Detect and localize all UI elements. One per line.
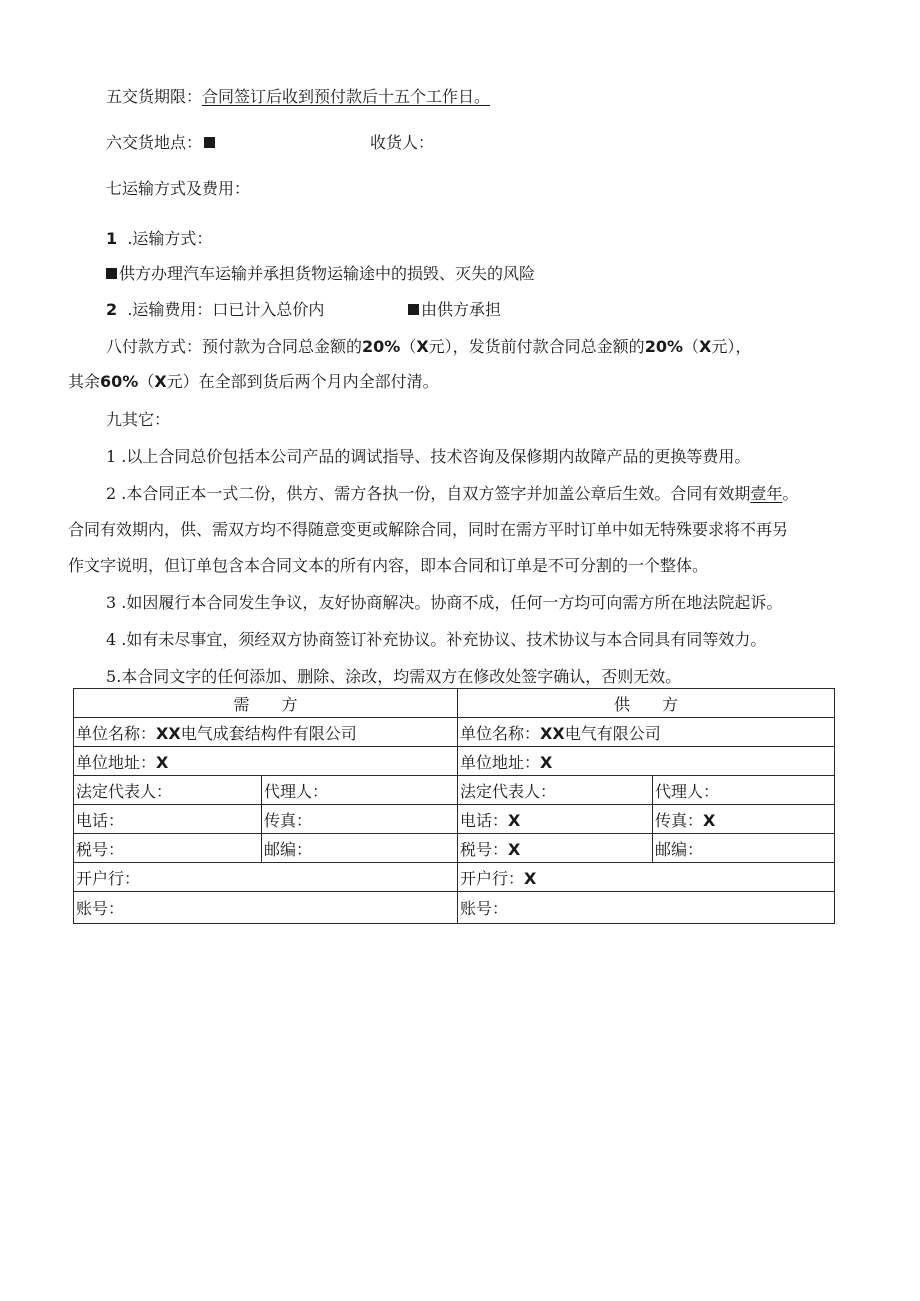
clause-9-item-2-text: .本合同正本一式二份，供方、需方各执一份，自双方签字并加盖公章后生效。合同有效期: [121, 484, 751, 503]
seller-tax-value: X: [508, 839, 521, 859]
seller-bank-cell: [458, 863, 835, 892]
clause-9-item-1-text: .以上合同总价包括本公司产品的调试指导、技术咨询及保修期内故障产品的更换等费用。: [121, 447, 751, 466]
clause-8-mid-1: 元），发货前付款合同总金额的: [428, 337, 645, 356]
clause-7-item-2-option-2: 由供方承担: [421, 300, 502, 319]
seller-name-value: 电气有限公司: [564, 723, 661, 743]
seller-tax-cell: [458, 834, 653, 863]
clause-7-item-2-option-1: 口已计入总价内: [212, 300, 325, 319]
clause-9-item-5: [106, 667, 681, 687]
seller-name-label: 单位名称：: [460, 723, 541, 743]
table-row: [74, 892, 835, 924]
clause-7-item-2-label: .运输费用：: [127, 300, 213, 319]
clause-8-mid-2: 元），: [711, 337, 752, 356]
buyer-fax-cell: 传真：: [262, 805, 458, 834]
clause-9-item-4-text: .如有未尽事宜，须经双方协商签订补充协议。补充协议、技术协议与本合同具有同等效力。: [121, 630, 767, 649]
clause-9-item-1: [106, 447, 750, 467]
buyer-address-value: X: [156, 752, 169, 772]
seller-name-cell: [458, 718, 835, 747]
clause-9-item-2: [106, 484, 798, 504]
clause-5-label: 五交货期限：: [106, 87, 203, 106]
clause-5-value: 合同签订后收到预付款后十五个工作日。: [202, 87, 491, 106]
checkbox-filled-icon: [204, 137, 215, 148]
clause-8-x-3: X: [154, 372, 167, 391]
seller-header: 供 方: [458, 689, 835, 718]
clause-5-delivery-term: [106, 87, 490, 107]
clause-6-delivery-place: [106, 133, 217, 153]
clause-7-item-1-num: 1: [106, 229, 118, 248]
parties-table: [73, 688, 835, 924]
seller-address-value: X: [540, 752, 553, 772]
clause-8-line-1: [106, 337, 751, 357]
clause-8-x-2: X: [699, 337, 712, 356]
clause-8-line-2: [68, 372, 439, 392]
table-row: [74, 863, 835, 892]
clause-9-item-2-num: 2: [106, 484, 117, 503]
seller-bank-label: 开户行：: [460, 868, 525, 888]
clause-7-item-2-option-2-wrap: [406, 300, 501, 320]
clause-8-line-2-prefix: 其余: [68, 372, 101, 391]
buyer-agent-cell: 代理人：: [262, 776, 458, 805]
clause-9-item-4-num: 4: [106, 630, 117, 649]
seller-bank-value: X: [524, 868, 537, 888]
clause-8-line-2-suffix: 元）在全部到货后两个月内全部付清。: [166, 372, 439, 391]
table-row: [74, 805, 835, 834]
clause-9-item-3-text: .如因履行本合同发生争议，友好协商解决。协商不成，任何一方均可向需方所在地法院起诉。: [121, 593, 783, 612]
seller-fax-value: X: [703, 810, 716, 830]
buyer-header: 需 方: [74, 689, 458, 718]
clause-8-paren-3: （: [138, 372, 155, 391]
clause-9-item-3-num: 3: [106, 593, 117, 612]
buyer-name-value: 电气成套结构件有限公司: [180, 723, 357, 743]
buyer-address-label: 单位地址：: [76, 752, 157, 772]
seller-tax-label: 税号：: [460, 839, 509, 859]
seller-phone-label: 电话：: [460, 810, 509, 830]
clause-9-title: 九其它：: [106, 410, 171, 429]
clause-9-item-3: [106, 593, 782, 613]
table-row: [74, 776, 835, 805]
seller-account-cell: 账号：: [458, 892, 835, 924]
clause-9-item-5-text: .本合同文字的任何添加、删除、涂改，均需双方在修改处签字确认，否则无效。: [116, 667, 682, 686]
seller-phone-cell: [458, 805, 653, 834]
buyer-name-label: 单位名称：: [76, 723, 157, 743]
clause-8-pct-1: 20%: [362, 337, 401, 356]
table-row: [74, 689, 835, 718]
clause-9-item-4: [106, 630, 766, 650]
buyer-address-cell: [74, 747, 458, 776]
clause-9-item-2-line-2: 合同有效期内，供、需双方均不得随意变更或解除合同，同时在需方平时订单中如无特殊要求将不再另: [68, 520, 789, 539]
clause-8-paren-1: （: [400, 337, 417, 356]
clause-7-item-2: [106, 300, 324, 320]
consignee: [370, 133, 434, 153]
clause-7-item-1: [106, 229, 212, 249]
buyer-postcode-cell: 邮编：: [262, 834, 458, 863]
clause-9-item-2-line-3: 作文字说明，但订单包含本合同文本的所有内容，即本合同和订单是不可分割的一个整体。: [68, 556, 709, 575]
clause-9-item-5-num: 5: [106, 667, 117, 686]
clause-8-pct-2: 20%: [644, 337, 683, 356]
buyer-name-x: XX: [156, 723, 181, 743]
table-row: [74, 718, 835, 747]
buyer-account-cell: 账号：: [74, 892, 458, 924]
clause-8-paren-2: （: [682, 337, 699, 356]
consignee-label: 收货人：: [370, 133, 435, 152]
buyer-bank-cell: 开户行：: [74, 863, 458, 892]
table-row: [74, 834, 835, 863]
seller-agent-cell: 代理人：: [653, 776, 835, 805]
clause-7-item-1-option-text: 供方办理汽车运输并承担货物运输途中的损毁、灭失的风险: [119, 264, 536, 283]
seller-phone-value: X: [508, 810, 521, 830]
buyer-phone-cell: 电话：: [74, 805, 262, 834]
clause-7-item-1-label: .运输方式：: [127, 229, 213, 248]
seller-address-label: 单位地址：: [460, 752, 541, 772]
seller-fax-label: 传真：: [655, 810, 704, 830]
clause-8-prefix: 八付款方式：预付款为合同总金额的: [106, 337, 363, 356]
table-row: [74, 747, 835, 776]
buyer-tax-cell: 税号：: [74, 834, 262, 863]
clause-7-item-2-num: 2: [106, 300, 118, 319]
seller-fax-cell: [653, 805, 835, 834]
seller-postcode-cell: 邮编：: [653, 834, 835, 863]
buyer-legal-rep-cell: 法定代表人：: [74, 776, 262, 805]
clause-7-item-1-option: [104, 264, 535, 284]
clause-8-x-1: X: [416, 337, 429, 356]
clause-8-pct-3: 60%: [100, 372, 139, 391]
clause-6-label: 六交货地点：: [106, 133, 203, 152]
checkbox-filled-icon: [106, 268, 117, 279]
clause-9-item-2-end: 。: [782, 484, 799, 503]
clause-7-title: 七运输方式及费用：: [106, 179, 251, 198]
buyer-name-cell: [74, 718, 458, 747]
seller-name-x: XX: [540, 723, 565, 743]
seller-address-cell: [458, 747, 835, 776]
clause-9-item-2-term: 壹年: [750, 484, 783, 503]
checkbox-filled-icon: [408, 304, 419, 315]
seller-legal-rep-cell: 法定代表人：: [458, 776, 653, 805]
clause-9-item-1-num: 1: [106, 447, 117, 466]
